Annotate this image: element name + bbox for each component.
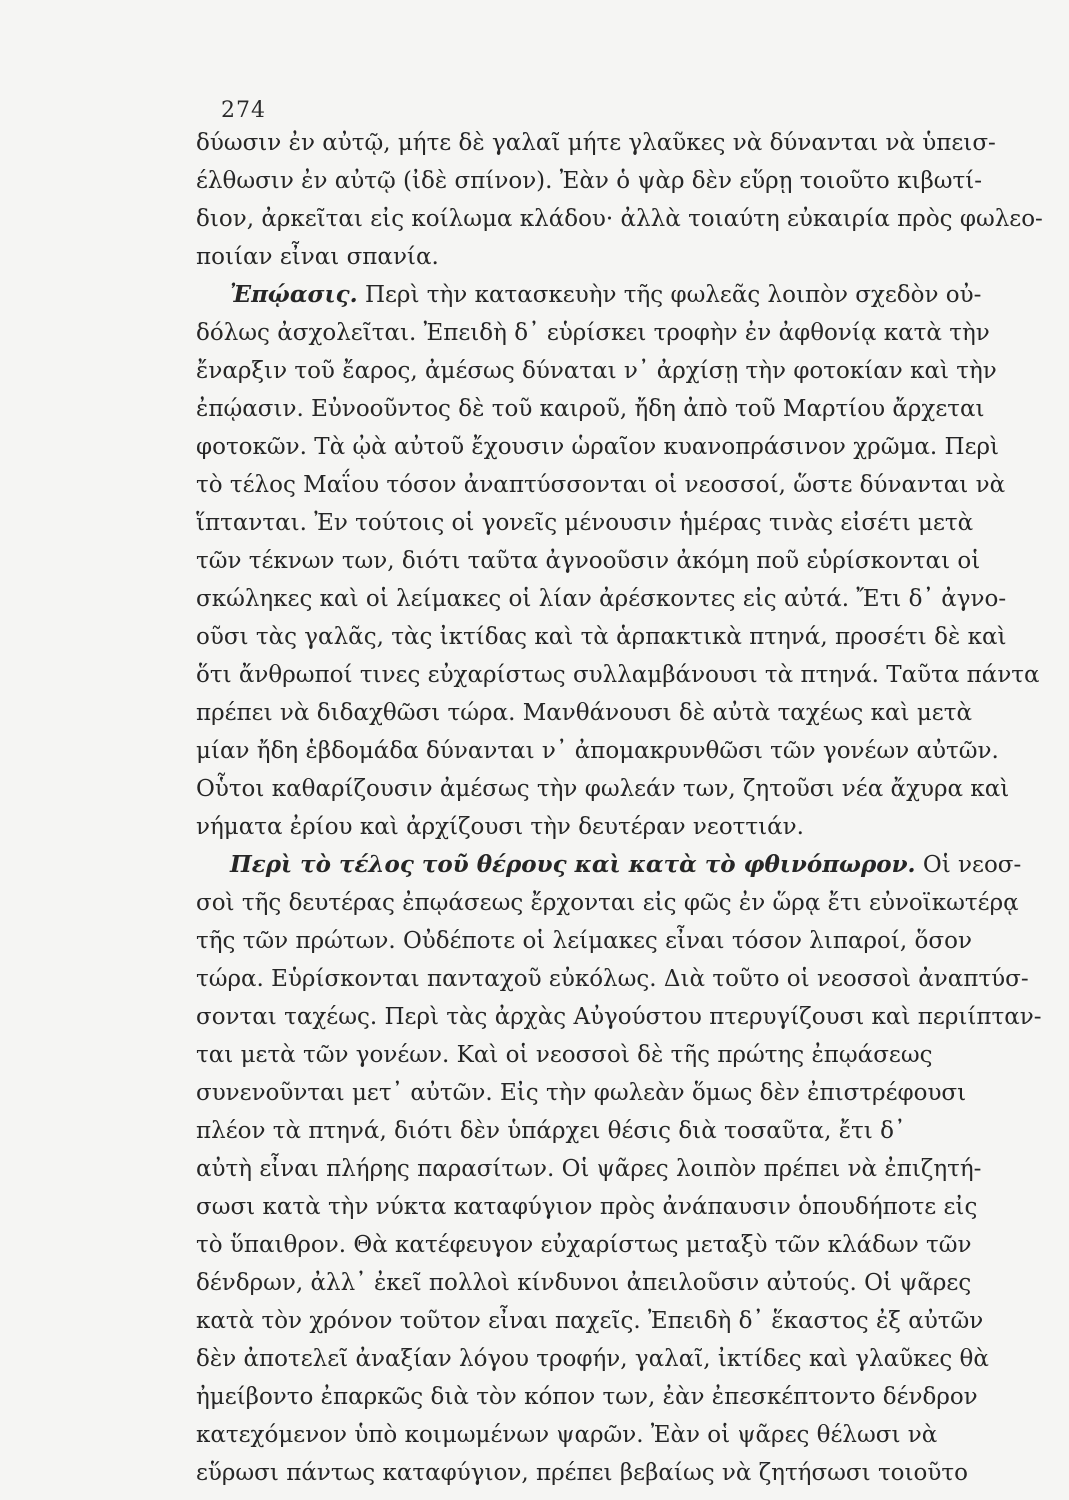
text-line: οῦσι τὰς γαλᾶς, τὰς ἰκτίδας καὶ τὰ ἁρπακτικὰ πτηνά, προσέτι δὲ καὶ (196, 624, 1007, 650)
text-line: σκώληκες καὶ οἱ λείμακες οἱ λίαν ἀρέσκοντες εἰς αὐτά. Ἔτι δ᾽ ἀγνο- (196, 586, 1007, 612)
text-line: τώρα. Εὑρίσκονται πανταχοῦ εὐκόλως. Διὰ τοῦτο οἱ νεοσσοὶ ἀναπτύσ- (196, 966, 1029, 992)
text-line: ἵπτανται. Ἐν τούτοις οἱ γονεῖς μένουσιν ἡμέρας τινὰς εἰσέτι μετὰ (196, 510, 974, 536)
page-number: 274 (221, 98, 266, 123)
text-line: ἠμείβοντο ἐπαρκῶς διὰ τὸν κόπον των, ἐὰν ἐπεσκέπτοντο δένδρον (196, 1384, 978, 1410)
text-line: σοὶ τῆς δευτέρας ἐπῳάσεως ἔρχονται εἰς φῶς ἐν ὥρᾳ ἔτι εὐνοϊκωτέρᾳ (196, 890, 1019, 916)
text-line: ἔναρξιν τοῦ ἔαρος, ἀμέσως δύναται ν᾽ ἀρχίσῃ τὴν φοτοκίαν καὶ τὴν (196, 358, 997, 384)
text-line: συνενοῦνται μετ᾽ αὐτῶν. Εἰς τὴν φωλεὰν ὅμως δὲν ἐπιστρέφουσι (196, 1080, 967, 1106)
text-line: ἐπῴασιν. Εὐνοοῦντος δὲ τοῦ καιροῦ, ἤδη ἀπὸ τοῦ Μαρτίου ἄρχεται (196, 396, 985, 422)
text-line: ποιίαν εἶναι σπανία. (196, 244, 439, 270)
text-line-rest: Περὶ τὴν κατασκευὴν τῆς φωλεᾶς λοιπὸν σχεδὸν οὐ- (357, 282, 982, 308)
paragraph-first-line (230, 280, 981, 310)
text-line: τῆς τῶν πρώτων. Οὐδέποτε οἱ λείμακες εἶναι τόσον λιπαροί, ὅσον (196, 928, 972, 954)
text-line: τῶν τέκνων των, διότι ταῦτα ἀγνοοῦσιν ἀκόμη ποῦ εὑρίσκονται οἱ (196, 548, 981, 574)
text-line: τὸ τέλος Μαΐου τόσον ἀναπτύσσονται οἱ νεοσσοί, ὥστε δύνανται νὰ (196, 472, 1006, 498)
text-line: Οὗτοι καθαρίζουσιν ἀμέσως τὴν φωλεάν των, ζητοῦσι νέα ἄχυρα καὶ (196, 776, 1010, 802)
text-line: δὲν ἀποτελεῖ ἀναξίαν λόγου τροφήν, γαλαῖ, ἰκτίδες καὶ γλαῦκες θὰ (196, 1346, 989, 1372)
text-line: ὅτι ἄνθρωποί τινες εὐχαρίστως συλλαμβάνουσι τὰ πτηνά. Ταῦτα πάντα (196, 662, 1040, 688)
text-line: τὸ ὕπαιθρον. Θὰ κατέφευγον εὐχαρίστως μεταξὺ τῶν κλάδων τῶν (196, 1232, 972, 1258)
text-line: έλθωσιν ἐν αὐτῷ (ἰδὲ σπίνον). Ἐὰν ὁ ψὰρ δὲν εὕρῃ τοιοῦτο κιβωτί- (196, 168, 983, 194)
text-line: κατὰ τὸν χρόνον τοῦτον εἶναι παχεῖς. Ἐπειδὴ δ᾽ ἕκαστος ἐξ αὐτῶν (196, 1308, 984, 1334)
section-heading-autumn: Περὶ τὸ τέλος τοῦ θέρους καὶ κατὰ τὸ φθινόπωρον. (230, 851, 916, 878)
text-line: δένδρων, ἀλλ᾽ ἐκεῖ πολλοὶ κίνδυνοι ἀπειλοῦσιν αὐτούς. Οἱ ψᾶρες (196, 1270, 972, 1296)
text-line: δύωσιν ἐν αὐτῷ, μήτε δὲ γαλαῖ μήτε γλαῦκες νὰ δύνανται νὰ ὑπεισ- (196, 130, 996, 156)
text-line: κατεχόμενον ὑπὸ κοιμωμένων ψαρῶν. Ἐὰν οἱ ψᾶρες θέλωσι νὰ (196, 1422, 938, 1448)
text-line-rest: Οἱ νεοσ- (915, 852, 1022, 878)
text-line: αὐτὴ εἶναι πλήρης παρασίτων. Οἱ ψᾶρες λοιπὸν πρέπει νὰ ἐπιζητή- (196, 1156, 982, 1182)
text-line: δόλως ἀσχολεῖται. Ἐπειδὴ δ᾽ εὑρίσκει τροφὴν ἐν ἀφθονίᾳ κατὰ τὴν (196, 320, 990, 346)
text-line: εὕρωσι πάντως καταφύγιον, πρέπει βεβαίως νὰ ζητήσωσι τοιοῦτο (196, 1460, 968, 1486)
paragraph-first-line (230, 850, 1021, 880)
text-line: σωσι κατὰ τὴν νύκτα καταφύγιον πρὸς ἀνάπαυσιν ὁπουδήποτε εἰς (196, 1194, 978, 1220)
text-line: διον, ἀρκεῖται εἰς κοίλωμα κλάδου· ἀλλὰ τοιαύτη εὐκαιρία πρὸς φωλεο- (196, 206, 1043, 232)
text-line: μίαν ἤδη ἑβδομάδα δύνανται ν᾽ ἀπομακρυνθῶσι τῶν γονέων αὐτῶν. (196, 738, 999, 764)
text-line: πρέπει νὰ διδαχθῶσι τώρα. Μανθάνουσι δὲ αὐτὰ ταχέως καὶ μετὰ (196, 700, 972, 726)
section-heading-epoasis: Ἐπῴασις. (230, 281, 358, 308)
text-line: φοτοκῶν. Τὰ ᾠὰ αὐτοῦ ἔχουσιν ὡραῖον κυανοπράσινον χρῶμα. Περὶ (196, 434, 1000, 460)
text-line: νήματα ἐρίου καὶ ἀρχίζουσι τὴν δευτέραν νεοττιάν. (196, 814, 804, 840)
text-line: πλέον τὰ πτηνά, διότι δὲν ὑπάρχει θέσις διὰ τοσαῦτα, ἔτι δ᾽ (196, 1118, 906, 1144)
text-line: ται μετὰ τῶν γονέων. Καὶ οἱ νεοσσοὶ δὲ τῆς πρώτης ἐπῳάσεως (196, 1042, 933, 1068)
text-line: σονται ταχέως. Περὶ τὰς ἀρχὰς Αὐγούστου πτερυγίζουσι καὶ περιίπταν- (196, 1004, 1042, 1030)
